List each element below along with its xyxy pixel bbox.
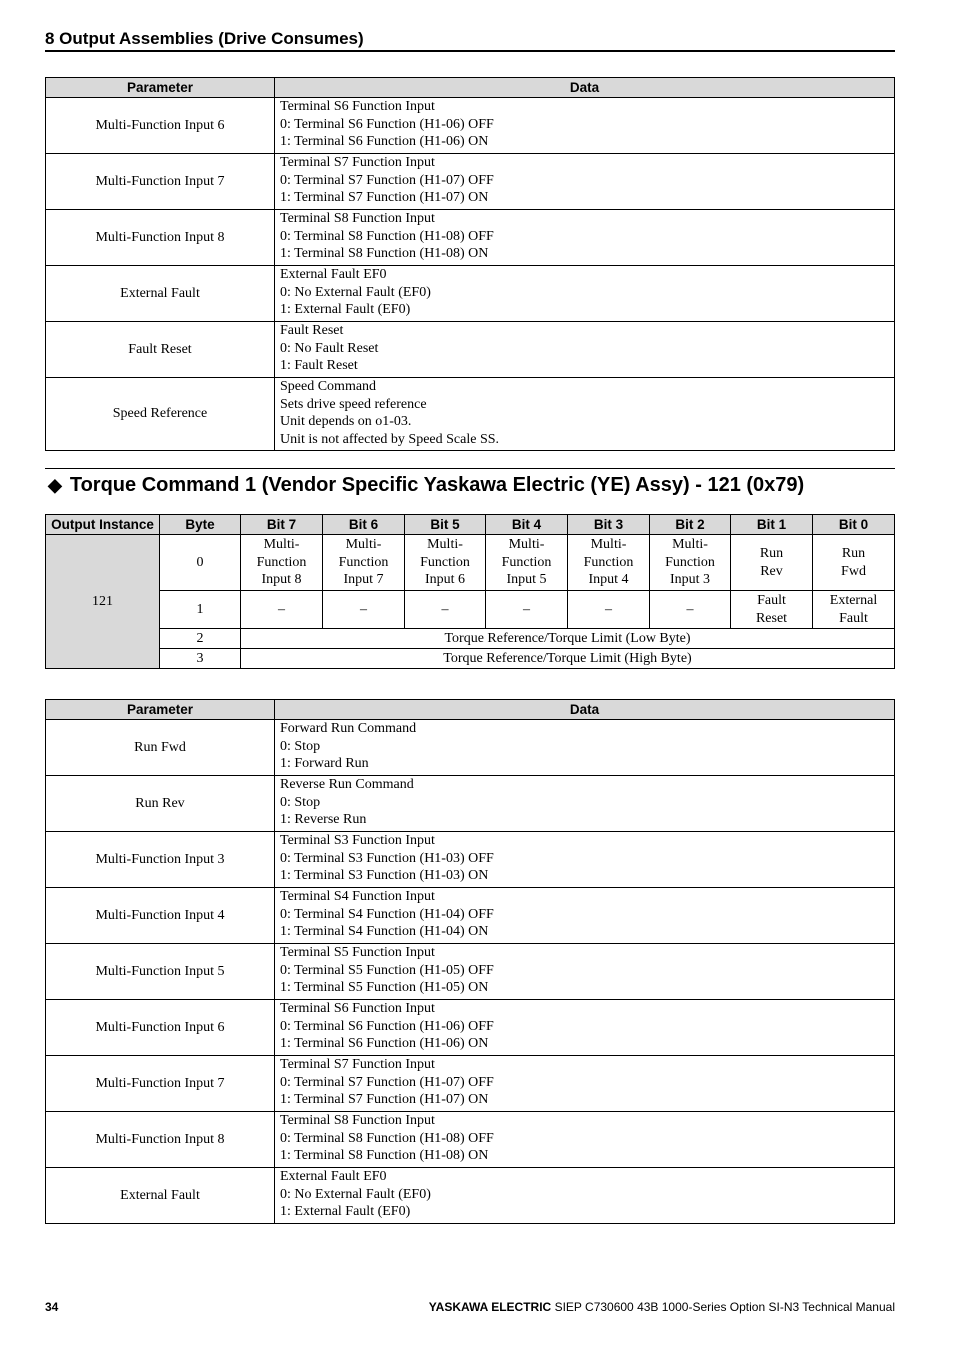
data-line: 1: Fault Reset — [280, 358, 358, 373]
data-line: Terminal S5 Function Input — [280, 945, 435, 960]
column-header: Output Instance — [46, 515, 160, 535]
data-line: Terminal S4 Function Input — [280, 889, 435, 904]
parameter-data — [275, 1168, 895, 1224]
page-footer — [45, 1299, 895, 1317]
data-line: 1: Terminal S3 Function (H1-03) ON — [280, 868, 489, 883]
bit-cell — [486, 591, 568, 629]
data-line: 0: Terminal S8 Function (H1-08) OFF — [280, 1130, 494, 1146]
byte-cell: 2 — [160, 629, 241, 649]
column-header: Bit 1 — [731, 515, 813, 535]
parameter-data — [275, 154, 895, 210]
parameter-name: External Fault — [46, 266, 275, 322]
table-row — [46, 98, 895, 154]
bit-label-line: Input 5 — [506, 572, 547, 588]
table-row — [46, 832, 895, 888]
table-row — [46, 888, 895, 944]
data-line: 1: Terminal S5 Function (H1-05) ON — [280, 980, 489, 995]
table-row — [46, 210, 895, 266]
byte-cell: 3 — [160, 649, 241, 669]
table-row — [46, 154, 895, 210]
parameter-name: External Fault — [46, 1168, 275, 1224]
bit-cell — [650, 535, 731, 591]
table-row — [46, 378, 895, 451]
bit-label-line: – — [523, 601, 530, 617]
parameter-name: Speed Reference — [46, 378, 275, 451]
parameter-data — [275, 266, 895, 322]
bit-cell — [241, 535, 323, 591]
bit-label-line: Function — [420, 554, 470, 570]
bit-label-line: Fwd — [841, 563, 866, 579]
torque-command-heading — [45, 468, 895, 498]
parameter-data — [275, 832, 895, 888]
bit-label-line: Run — [841, 546, 866, 561]
bit-label-line: Multi- — [508, 537, 545, 553]
data-line: 0: Terminal S6 Function (H1-06) OFF — [280, 116, 494, 132]
parameter-name: Multi-Function Input 7 — [46, 154, 275, 210]
data-line: 0: Terminal S8 Function (H1-08) OFF — [280, 228, 494, 244]
column-header: Byte — [160, 515, 241, 535]
bit-label-line: Run — [759, 546, 784, 561]
data-line: 0: Terminal S7 Function (H1-07) OFF — [280, 1074, 494, 1090]
bit-label-line: Fault — [839, 610, 868, 626]
parameter-data — [275, 1112, 895, 1168]
data-line: 0: No External Fault (EF0) — [280, 1186, 431, 1202]
column-header: Bit 2 — [650, 515, 731, 535]
bit-label-line: Input 7 — [343, 572, 384, 588]
data-line: Unit depends on o1-03. — [280, 414, 412, 429]
table-row — [46, 1112, 895, 1168]
parameter-name: Multi-Function Input 8 — [46, 1112, 275, 1168]
table-row — [46, 1056, 895, 1112]
data-line: 0: Terminal S5 Function (H1-05) OFF — [280, 962, 494, 978]
parameter-name: Multi-Function Input 6 — [46, 98, 275, 154]
column-header: Bit 4 — [486, 515, 568, 535]
bit-label-line: Function — [665, 554, 715, 570]
data-line: 0: Terminal S4 Function (H1-04) OFF — [280, 906, 494, 922]
data-line: 0: Terminal S6 Function (H1-06) OFF — [280, 1018, 494, 1034]
bit-label-line: – — [686, 601, 694, 617]
table-row — [46, 1000, 895, 1056]
parameter-name: Fault Reset — [46, 322, 275, 378]
parameter-data — [275, 944, 895, 1000]
parameter-name: Multi-Function Input 4 — [46, 888, 275, 944]
bit-cell — [568, 591, 650, 629]
data-line: 1: Terminal S6 Function (H1-06) ON — [280, 134, 489, 149]
data-line: 1: Terminal S7 Function (H1-07) ON — [280, 1092, 489, 1107]
data-line: Speed Command — [280, 379, 377, 394]
bit-cell — [731, 535, 813, 591]
data-line: 0: No Fault Reset — [280, 340, 379, 356]
bit-label-line: Rev — [760, 563, 783, 579]
column-header: Bit 6 — [323, 515, 405, 535]
bit-cell — [405, 591, 486, 629]
parameter-data — [275, 1000, 895, 1056]
column-header-data: Data — [275, 78, 895, 98]
data-line: Terminal S7 Function Input — [280, 1057, 435, 1072]
footer-document-title — [429, 1299, 895, 1315]
data-line: 0: Terminal S7 Function (H1-07) OFF — [280, 172, 494, 188]
parameter-data — [275, 98, 895, 154]
bit-cell — [241, 591, 323, 629]
bit-cell — [731, 591, 813, 629]
table-row — [46, 1168, 895, 1224]
bit-cell — [323, 591, 405, 629]
bit-label-line: – — [278, 601, 285, 617]
diamond-bullet-icon: ◆ — [48, 475, 62, 495]
data-line: Terminal S6 Function Input — [280, 1001, 435, 1016]
section-title: 8 Output Assemblies (Drive Consumes) — [45, 29, 895, 52]
column-header: Bit 0 — [813, 515, 895, 535]
table-row — [46, 720, 895, 776]
data-line: Terminal S8 Function Input — [280, 211, 435, 226]
data-line: 1: Forward Run — [280, 756, 369, 771]
table-row — [46, 322, 895, 378]
output-instance-cell: 121 — [46, 535, 160, 669]
parameter-name: Multi-Function Input 5 — [46, 944, 275, 1000]
column-header-data: Data — [275, 700, 895, 720]
data-line: Terminal S7 Function Input — [280, 155, 435, 170]
column-header: Bit 3 — [568, 515, 650, 535]
data-line: 1: Terminal S8 Function (H1-08) ON — [280, 246, 489, 261]
bit-cell — [813, 591, 895, 629]
parameter-name: Multi-Function Input 6 — [46, 1000, 275, 1056]
data-line: Forward Run Command — [280, 721, 417, 736]
parameter-name: Multi-Function Input 3 — [46, 832, 275, 888]
data-line: 1: Reverse Run — [280, 812, 367, 827]
column-header: Bit 5 — [405, 515, 486, 535]
bit-cell — [650, 591, 731, 629]
bit-label-line: Function — [501, 554, 552, 570]
data-line: Terminal S3 Function Input — [280, 833, 435, 848]
footer-brand: YASKAWA ELECTRIC — [428, 1300, 552, 1314]
parameter-data — [275, 1056, 895, 1112]
parameter-data — [275, 210, 895, 266]
data-line: 1: External Fault (EF0) — [280, 302, 411, 317]
bit-label-line: Function — [256, 554, 307, 570]
table-row — [46, 776, 895, 832]
parameter-name: Run Rev — [46, 776, 275, 832]
data-line: External Fault EF0 — [280, 1169, 387, 1184]
data-line: Sets drive speed reference — [280, 396, 427, 412]
bit-label-line: External — [829, 593, 878, 608]
parameter-name: Run Fwd — [46, 720, 275, 776]
parameter-data — [275, 776, 895, 832]
bit-label-line: Multi- — [590, 537, 627, 553]
data-line: 1: Terminal S7 Function (H1-07) ON — [280, 190, 489, 205]
data-line: Fault Reset — [280, 323, 344, 338]
data-line: 1: External Fault (EF0) — [280, 1204, 411, 1219]
parameter-table-top — [45, 77, 895, 451]
bit-cell — [405, 535, 486, 591]
parameter-table-bottom — [45, 699, 895, 1224]
bit-cell — [813, 535, 895, 591]
data-line: 0: Terminal S3 Function (H1-03) OFF — [280, 850, 494, 866]
data-line: 0: Stop — [280, 794, 321, 810]
table-row — [46, 944, 895, 1000]
column-header-parameter: Parameter — [46, 78, 275, 98]
bit-label-line: Function — [338, 554, 389, 570]
bit-label-line: Multi- — [263, 537, 300, 553]
parameter-name: Multi-Function Input 8 — [46, 210, 275, 266]
parameter-data — [275, 888, 895, 944]
torque-low-byte-cell: Torque Reference/Torque Limit (Low Byte) — [241, 629, 895, 649]
data-line: External Fault EF0 — [280, 267, 387, 282]
bit-label-line: Function — [583, 554, 634, 570]
column-header-parameter: Parameter — [46, 700, 275, 720]
data-line: 1: Terminal S8 Function (H1-08) ON — [280, 1148, 489, 1163]
bit-label-line: – — [441, 601, 449, 617]
data-line: 0: No External Fault (EF0) — [280, 284, 431, 300]
parameter-data — [275, 322, 895, 378]
byte-cell: 1 — [160, 591, 241, 629]
bit-label-line: Fault — [757, 593, 786, 608]
parameter-data — [275, 378, 895, 451]
bit-label-line: – — [360, 601, 367, 617]
torque-command-heading-text: Torque Command 1 (Vendor Specific Yaskawa Electric (YE) Assy) - 121 (0x79) — [69, 474, 805, 496]
parameter-name: Multi-Function Input 7 — [46, 1056, 275, 1112]
bit-label-line: Multi- — [345, 537, 382, 553]
table-row — [46, 266, 895, 322]
bit-label-line: Input 8 — [261, 572, 302, 588]
page-number: 34 — [45, 1300, 59, 1314]
data-line: Terminal S6 Function Input — [280, 99, 435, 114]
bit-label-line: Multi- — [427, 537, 463, 553]
data-line: Unit is not affected by Speed Scale SS. — [280, 431, 500, 447]
bit-cell — [486, 535, 568, 591]
output-instance-table — [45, 514, 895, 669]
data-line: 1: Terminal S4 Function (H1-04) ON — [280, 924, 489, 939]
parameter-data — [275, 720, 895, 776]
torque-high-byte-cell: Torque Reference/Torque Limit (High Byte) — [241, 649, 895, 669]
bit-label-line: Reset — [755, 610, 788, 626]
data-line: 0: Stop — [280, 738, 321, 754]
data-line: Terminal S8 Function Input — [280, 1113, 435, 1128]
bit-label-line: Multi- — [672, 537, 708, 553]
footer-doc-id: SIEP C730600 43B 1000-Series Option SI-N3 Technical Manual — [554, 1300, 895, 1314]
byte-cell: 0 — [160, 535, 241, 591]
data-line: 1: Terminal S6 Function (H1-06) ON — [280, 1036, 489, 1051]
bit-cell — [323, 535, 405, 591]
column-header: Bit 7 — [241, 515, 323, 535]
data-line: Reverse Run Command — [280, 777, 414, 792]
bit-cell — [568, 535, 650, 591]
bit-label-line: Input 3 — [669, 572, 711, 588]
bit-label-line: – — [605, 601, 612, 617]
bit-label-line: Input 4 — [588, 572, 629, 588]
bit-label-line: Input 6 — [424, 572, 466, 588]
